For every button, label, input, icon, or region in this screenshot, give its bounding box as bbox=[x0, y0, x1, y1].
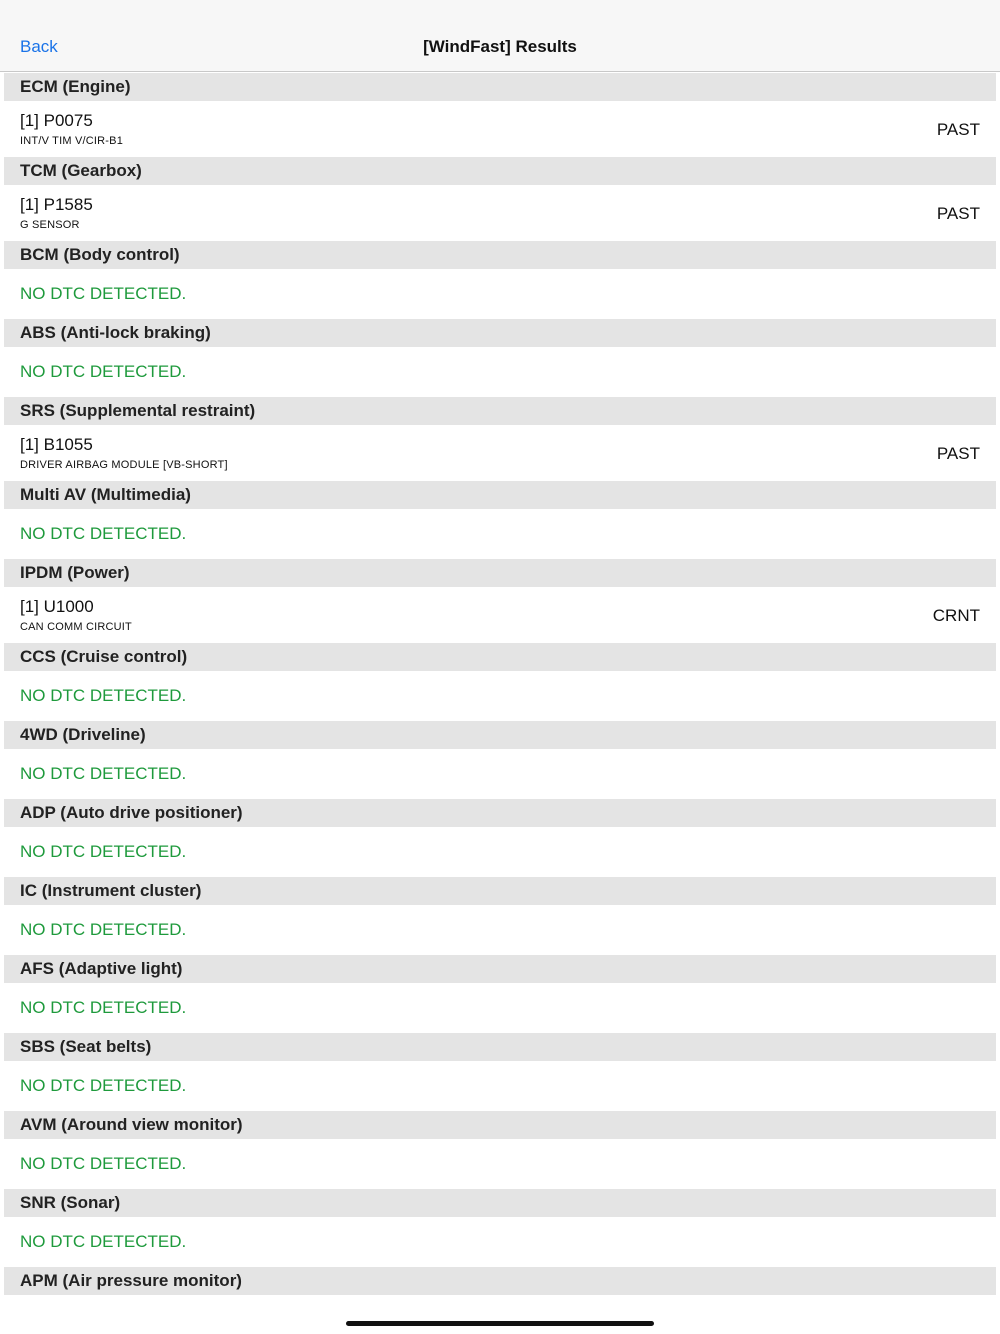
no-dtc-message: NO DTC DETECTED. bbox=[20, 362, 187, 381]
section-header-abs: ABS (Anti-lock braking) bbox=[4, 319, 996, 347]
dtc-status: PAST bbox=[936, 204, 980, 223]
dtc-code: [1] B1055 bbox=[20, 435, 93, 454]
section-header-sbs: SBS (Seat belts) bbox=[4, 1033, 996, 1061]
section-header-ecm: ECM (Engine) bbox=[4, 73, 996, 101]
section-header-srs: SRS (Supplemental restraint) bbox=[4, 397, 996, 425]
section-header-ic: IC (Instrument cluster) bbox=[4, 877, 996, 905]
section-header-ccs: CCS (Cruise control) bbox=[4, 643, 996, 671]
section-header-afs: AFS (Adaptive light) bbox=[4, 955, 996, 983]
section-header-4wd: 4WD (Driveline) bbox=[4, 721, 996, 749]
no-dtc-message: NO DTC DETECTED. bbox=[20, 842, 187, 861]
home-indicator[interactable] bbox=[346, 1321, 654, 1326]
section-header-ipdm: IPDM (Power) bbox=[4, 559, 996, 587]
no-dtc-message: NO DTC DETECTED. bbox=[20, 920, 187, 939]
no-dtc-message: NO DTC DETECTED. bbox=[20, 1232, 187, 1251]
dtc-code: [1] P1585 bbox=[20, 195, 93, 214]
dtc-description: CAN COMM CIRCUIT bbox=[20, 621, 132, 633]
dtc-status: PAST bbox=[936, 120, 980, 139]
dtc-description: INT/V TIM V/CIR-B1 bbox=[20, 135, 124, 147]
dtc-description: G SENSOR bbox=[20, 219, 80, 231]
section-header-multi-av: Multi AV (Multimedia) bbox=[4, 481, 996, 509]
navigation-bar bbox=[0, 0, 1000, 72]
section-header-adp: ADP (Auto drive positioner) bbox=[4, 799, 996, 827]
no-dtc-message: NO DTC DETECTED. bbox=[20, 998, 187, 1017]
no-dtc-message: NO DTC DETECTED. bbox=[20, 764, 187, 783]
section-header-snr: SNR (Sonar) bbox=[4, 1189, 996, 1217]
list-item-partial bbox=[4, 1295, 996, 1314]
results-list[interactable] bbox=[0, 72, 1000, 1314]
section-header-tcm: TCM (Gearbox) bbox=[4, 157, 996, 185]
dtc-code: [1] U1000 bbox=[20, 597, 94, 616]
no-dtc-message: NO DTC DETECTED. bbox=[20, 284, 187, 303]
section-header-bcm: BCM (Body control) bbox=[4, 241, 996, 269]
back-button[interactable]: Back bbox=[20, 37, 58, 56]
no-dtc-message: NO DTC DETECTED. bbox=[20, 524, 187, 543]
no-dtc-message: NO DTC DETECTED. bbox=[20, 1076, 187, 1095]
section-header-avm: AVM (Around view monitor) bbox=[4, 1111, 996, 1139]
no-dtc-message: NO DTC DETECTED. bbox=[20, 686, 187, 705]
dtc-code: [1] P0075 bbox=[20, 111, 93, 130]
section-header-apm: APM (Air pressure monitor) bbox=[4, 1267, 996, 1295]
page-title: [WindFast] Results bbox=[423, 37, 577, 56]
dtc-status: CRNT bbox=[932, 606, 980, 625]
dtc-description: DRIVER AIRBAG MODULE [VB-SHORT] bbox=[20, 459, 228, 471]
dtc-status: PAST bbox=[936, 444, 980, 463]
dtc-row-tcm[interactable] bbox=[4, 185, 996, 241]
dtc-row-ipdm[interactable] bbox=[4, 587, 996, 643]
no-dtc-message: NO DTC DETECTED. bbox=[20, 1154, 187, 1173]
dtc-row-ecm[interactable] bbox=[4, 101, 996, 157]
dtc-row-srs[interactable] bbox=[4, 425, 996, 481]
